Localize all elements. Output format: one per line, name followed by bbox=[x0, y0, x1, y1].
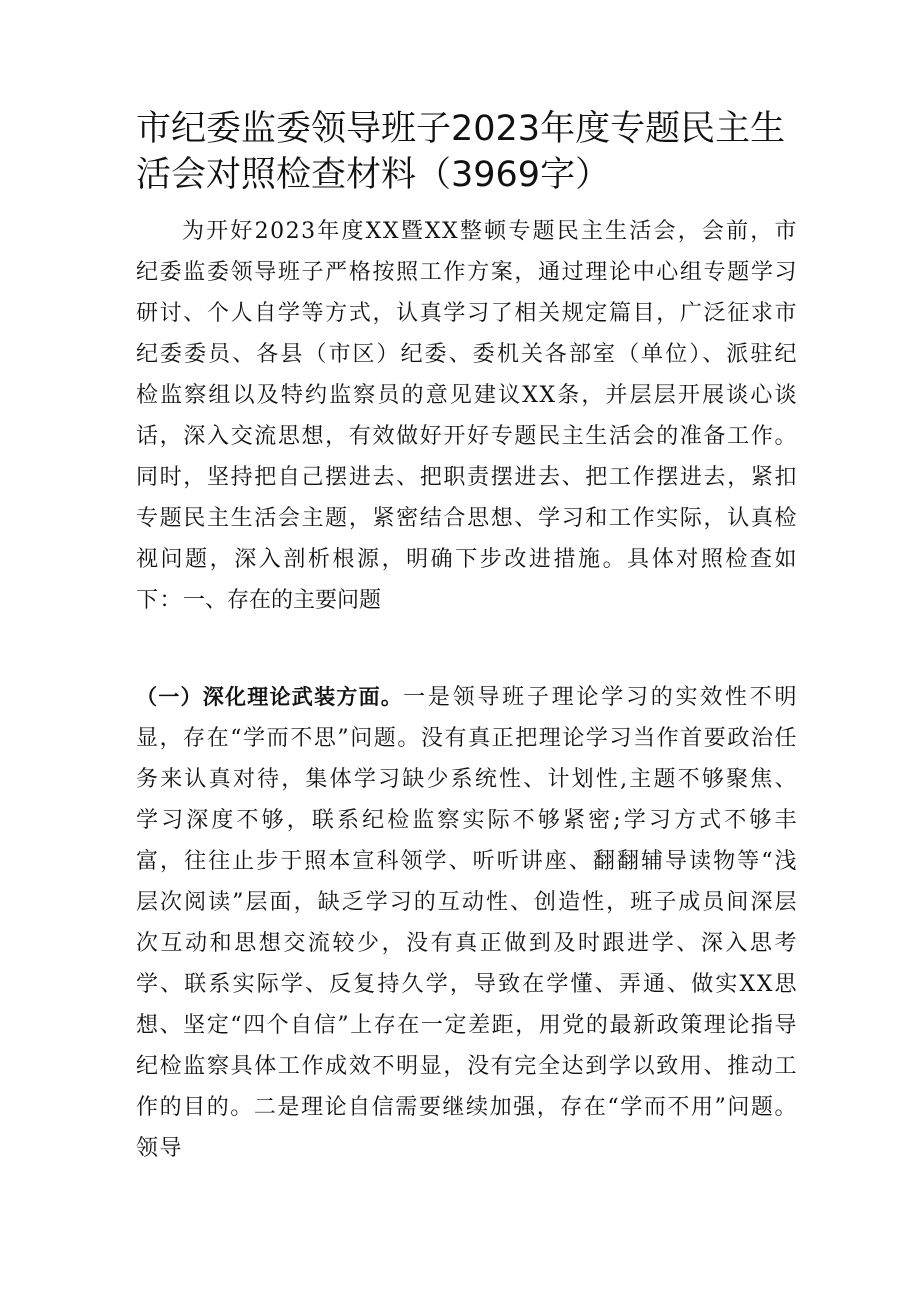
intro-paragraph bbox=[136, 211, 798, 621]
subsection-heading: （一）深化理论武装方面。 bbox=[136, 685, 404, 709]
intro-text: 为开好2023年度XX暨XX整顿专题民主生活会，会前，市纪委监委领导班子严格按照工作方案，通过理论中心组专题学习研讨、个人自学等方式，认真学习了相关规定篇目，广泛征求市纪委委员、各县（市区）纪委、委机关各部室（单位）、派驻纪检监察组以及特约监察员的意见建议XX条，并层层开展谈心谈话，深入交流思想，有效做好开好专题民主生活会的准备工作。同时，坚持把自己摆进去、把职责摆进去、把工作摆进去，紧扣专题民主生活会主题，紧密结合思想、学习和工作实际，认真检视问题，深入剖析根源，明确下步改进措施。具体对照检查如下： bbox=[136, 219, 798, 613]
section-heading: 一、存在的主要问题 bbox=[183, 588, 382, 613]
subsection-paragraph bbox=[136, 677, 798, 1169]
subsection-body: 一是领导班子理论学习的实效性不明显，存在“学而不思”问题。没有真正把理论学习当作首要政治任务来认真对待，集体学习缺少系统性、计划性,主题不够聚焦、学习深度不够，联系纪检监察实际不够紧密;学习方式不够丰富，往往止步于照本宣科领学、听听讲座、翻翻辅导读物等“浅层次阅读”层面，缺乏学习的互动性、创造性，班子成员间深层次互动和思想交流较少，没有真正做到及时跟进学、深入思考学、联系实际学、反复持久学，导致在学懂、弄通、做实XX思想、坚定“四个自信”上存在一定差距，用党的最新政策理论指导纪检监察具体工作成效不明显，没有完全达到学以致用、推动工作的目的。二是理论自信需要继续加强，存在“学而不用”问题。领导 bbox=[136, 685, 798, 1161]
document-title: 市纪委监委领导班子2023年度专题民主生活会对照检查材料（3969字） bbox=[136, 109, 786, 195]
